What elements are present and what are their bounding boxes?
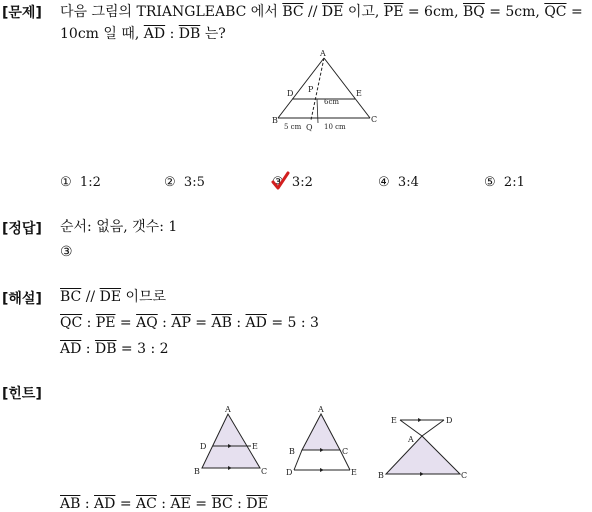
colon: : <box>232 496 247 512</box>
vertex-b-label: B <box>289 447 295 456</box>
explanation-line-2 <box>60 315 319 331</box>
point-p-label: P <box>308 85 314 94</box>
hint-figure-2 <box>286 404 362 478</box>
ratio-result: = 5 : 3 <box>266 315 319 331</box>
choice-text: 3:4 <box>397 175 419 190</box>
choice-number: ④ <box>378 175 390 190</box>
segment-pe: $\overline{PE}$ <box>95 315 116 331</box>
choice-text: 3:5 <box>183 175 205 190</box>
vertex-e-label: E <box>391 416 397 425</box>
segment-db: $\overline{DB}$ <box>94 341 117 357</box>
vertex-e-label: E <box>252 442 258 451</box>
colon: : <box>231 315 246 331</box>
segment-ad: $\overline{AD}$ <box>143 26 166 42</box>
problem-triangle-figure <box>268 46 384 136</box>
segment-aq: $\overline{AQ}$ <box>136 315 158 331</box>
vertex-e-label: E <box>356 89 362 98</box>
equals-sign: = <box>566 4 583 20</box>
vertex-c-label: C <box>261 467 268 476</box>
segment-de: $\overline{DE}$ <box>246 496 268 512</box>
choice-number: ① <box>60 175 72 190</box>
choice-number: ② <box>164 175 176 190</box>
problem-text: 이고, <box>343 4 384 20</box>
bq-value: = 5cm, <box>484 4 545 20</box>
parallel-symbol: // <box>81 289 100 305</box>
equals-sign: = <box>115 496 137 512</box>
bq-length-label: 5 cm <box>284 123 302 131</box>
choice-3[interactable] <box>272 175 313 190</box>
hint-figure-3 <box>374 408 470 478</box>
segment-de: $\overline{DE}$ <box>321 4 344 20</box>
qc-length-label: 10 cm <box>324 123 346 131</box>
vertex-c-label: C <box>342 447 349 456</box>
choice-number: ③ <box>272 175 284 190</box>
colon: : <box>80 496 95 512</box>
problem-line-2 <box>60 26 226 42</box>
segment-qc: $\overline{QC}$ <box>60 315 83 331</box>
checkmark-icon <box>270 171 290 191</box>
problem-label: [문제] <box>2 5 42 21</box>
segment-ab: $\overline{AB}$ <box>211 315 232 331</box>
segment-ad: $\overline{AD}$ <box>94 496 116 512</box>
vertex-c-label: C <box>371 115 378 124</box>
choice-5[interactable] <box>484 175 525 190</box>
vertex-d-label: D <box>446 416 453 425</box>
vertex-d-label: D <box>287 89 294 98</box>
vertex-b-label: B <box>194 467 200 476</box>
problem-text: 다음 그림의 TRIANGLEABC 에서 <box>60 4 283 20</box>
segment-ad: $\overline{AD}$ <box>60 341 82 357</box>
segment-pe: $\overline{PE}$ <box>383 4 404 20</box>
ratio-result: = 3 : 2 <box>116 341 169 357</box>
choice-text: 2:1 <box>503 175 525 190</box>
pe-length-label: 6cm <box>324 98 340 106</box>
vertex-d-label: D <box>200 442 207 451</box>
segment-ab: $\overline{AB}$ <box>60 496 81 512</box>
segment-ap: $\overline{AP}$ <box>171 315 191 331</box>
colon: : <box>157 315 172 331</box>
segment-ae: $\overline{AE}$ <box>170 496 191 512</box>
equals-sign: = <box>115 315 137 331</box>
colon: : <box>156 496 171 512</box>
equals-sign: = <box>190 315 212 331</box>
segment-bc: $\overline{BC}$ <box>211 496 233 512</box>
side-ac <box>324 58 370 118</box>
segment-de: $\overline{DE}$ <box>99 289 122 305</box>
vertex-a-label: A <box>225 405 231 414</box>
equals-sign: = <box>190 496 212 512</box>
hint-figure-1 <box>194 404 270 478</box>
problem-line-1 <box>60 4 583 20</box>
choice-2[interactable] <box>164 175 205 190</box>
colon: : <box>82 315 96 331</box>
choice-number: ⑤ <box>484 175 496 190</box>
vertex-e-label: E <box>351 468 357 477</box>
choice-1[interactable] <box>60 175 101 190</box>
segment-ad: $\overline{AD}$ <box>245 315 267 331</box>
vertex-a-label: A <box>320 49 326 58</box>
explanation-line-1 <box>60 289 166 305</box>
answer-label: [정답] <box>2 221 42 237</box>
hint-label: [힌트] <box>2 386 42 402</box>
parallel-symbol: // <box>303 4 322 20</box>
segment-qc: $\overline{QC}$ <box>544 4 567 20</box>
vertex-c-label: C <box>461 471 468 478</box>
vertex-b-label: B <box>378 471 384 478</box>
pe-value: = 6cm, <box>403 4 463 20</box>
segment-ac: $\overline{AC}$ <box>136 496 157 512</box>
segment-db: $\overline{DB}$ <box>178 26 201 42</box>
explanation-label: [해설] <box>2 291 42 307</box>
vertex-a-label: A <box>408 435 414 444</box>
choice-number-wrap <box>272 175 284 190</box>
choice-text: 1:2 <box>79 175 101 190</box>
explanation-text: 이므로 <box>121 289 167 305</box>
segment-bc: $\overline{BC}$ <box>60 289 82 305</box>
vertex-b-label: B <box>272 116 278 125</box>
segment-bc: $\overline{BC}$ <box>282 4 304 20</box>
answer-value: ③ <box>60 244 73 260</box>
choice-4[interactable] <box>378 175 419 190</box>
segment-bq: $\overline{BQ}$ <box>462 4 485 20</box>
colon: : <box>165 26 179 42</box>
vertex-a-label: A <box>318 405 324 414</box>
vertex-d-label: D <box>286 468 293 477</box>
explanation-line-3 <box>60 341 169 357</box>
choice-text: 3:2 <box>291 175 313 190</box>
problem-text: 는? <box>200 26 226 42</box>
hint-formula <box>60 496 268 512</box>
point-q-label: Q <box>306 123 313 132</box>
tick-mark <box>317 99 318 123</box>
answer-order-count: 순서: 없음, 갯수: 1 <box>60 219 178 235</box>
colon: : <box>81 341 95 357</box>
problem-text: 10cm 일 때, <box>60 26 144 42</box>
